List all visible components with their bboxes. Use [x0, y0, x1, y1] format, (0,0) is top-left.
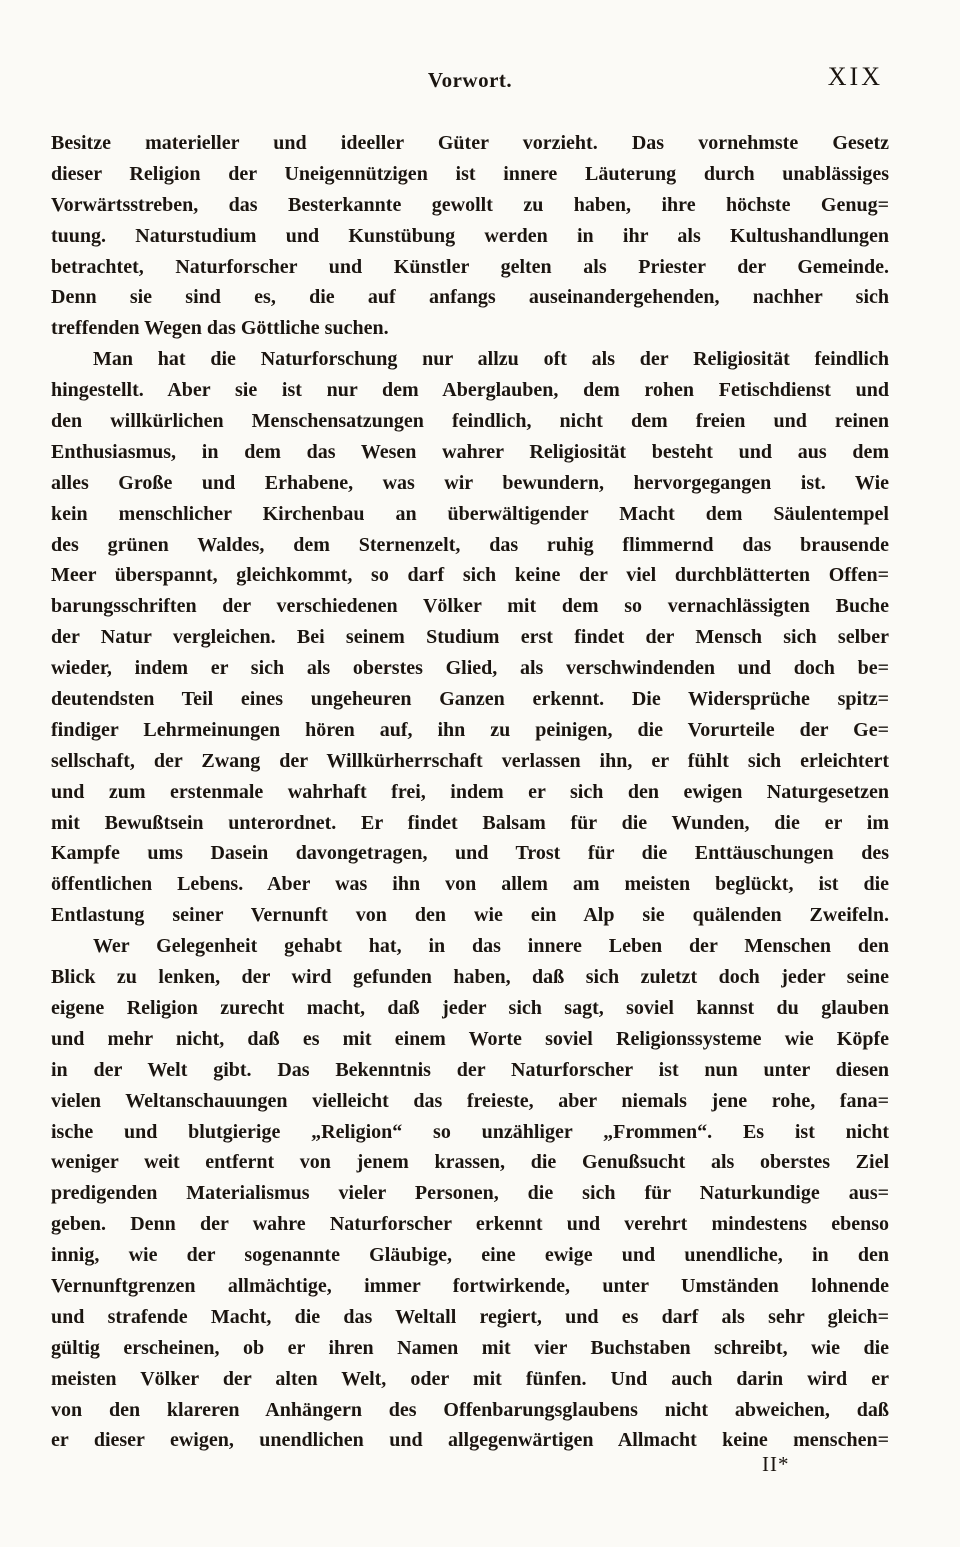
text-line: treffenden Wegen das Göttliche suchen.	[51, 317, 389, 340]
text-line: geben. Denn der wahre Naturforscher erkennt und verehrt mindestens ebenso	[51, 1213, 889, 1236]
text-line: sellschaft, der Zwang der Willkürherrschaft verlassen ihn, er fühlt sich erleichtert	[51, 749, 889, 772]
text-line: tuung. Naturstudium und Kunstübung werden in ihr als Kultushandlungen	[51, 224, 889, 247]
page-footer	[762, 1452, 790, 1477]
text-line: vielen Weltanschauungen vielleicht das freieste, aber niemals jene rohe, fana=	[51, 1089, 889, 1112]
text-line: predigenden Materialismus vieler Personen, die sich für Naturkundige aus=	[51, 1182, 889, 1205]
text-line: findiger Lehrmeinungen hören auf, ihn zu peinigen, die Vorurteile der Ge=	[51, 718, 889, 741]
text-line: Meer überspannt, gleichkommt, so darf sich keine der viel durchblätterten Offen=	[51, 564, 889, 587]
text-line: hingestellt. Aber sie ist nur dem Aberglauben, dem rohen Fetischdienst und	[51, 379, 889, 402]
text-line: barungsschriften der verschiedenen Völker mit dem so vernachlässigten Buche	[51, 595, 889, 618]
text-line: den willkürlichen Menschensatzungen feindlich, nicht dem freien und reinen	[51, 410, 889, 433]
text-line: des grünen Waldes, dem Sternenzelt, das ruhig flimmernd das brausende	[51, 533, 889, 556]
text-line: wieder, indem er sich als oberstes Glied, als verschwindenden und doch be=	[51, 657, 889, 680]
text-line: und zum erstenmale wahrhaft frei, indem er sich den ewigen Naturgesetzen	[51, 780, 889, 803]
text-line: innig, wie der sogenannte Gläubige, eine ewige und unendliche, in den	[51, 1244, 889, 1267]
text-line: Besitze materieller und ideeller Güter vorzieht. Das vornehmste Gesetz	[51, 132, 889, 154]
text-line: dieser Religion der Uneigennützigen ist innere Läuterung durch unablässiges	[51, 162, 889, 185]
page-body	[51, 128, 889, 1456]
page-header	[51, 62, 889, 96]
text-line: alles Große und Erhabene, was wir bewundern, hervorgegangen ist. Wie	[51, 471, 889, 494]
text-line: Man hat die Naturforschung nur allzu oft als der Religiosität feindlich	[93, 348, 889, 371]
text-line: Entlastung seiner Vernunft von den wie ein Alp sie quälenden Zweifeln.	[51, 904, 889, 927]
text-line: deutendsten Teil eines ungeheuren Ganzen erkennt. Die Widersprüche spitz=	[51, 688, 889, 711]
text-line: und mehr nicht, daß es mit einem Worte soviel Religionssysteme wie Köpfe	[51, 1027, 889, 1050]
text-line: eigene Religion zurecht macht, daß jeder sich sagt, soviel kannst du glauben	[51, 996, 889, 1019]
text-line: öffentlichen Lebens. Aber was ihn von allem am meisten beglückt, ist die	[51, 873, 889, 896]
text-line: der Natur vergleichen. Bei seinem Studium erst findet der Mensch sich selber	[51, 626, 889, 649]
text-line: und strafende Macht, die das Weltall regiert, und es darf als sehr gleich=	[51, 1305, 889, 1328]
text-line: Blick zu lenken, der wird gefunden haben, daß sich zuletzt doch jeder seine	[51, 966, 889, 989]
text-line: gültig erscheinen, ob er ihren Namen mit vier Buchstaben schreibt, wie die	[51, 1336, 889, 1359]
text-line: in der Welt gibt. Das Bekenntnis der Naturforscher ist nun unter diesen	[51, 1058, 889, 1081]
text-line: Kampfe ums Dasein davongetragen, und Trost für die Enttäuschungen des	[51, 842, 889, 865]
text-line: betrachtet, Naturforscher und Künstler gelten als Priester der Gemeinde.	[51, 255, 889, 278]
text-line: weniger weit entfernt von jenem krassen, die Genußsucht als oberstes Ziel	[51, 1151, 889, 1174]
text-line: von den klareren Anhängern des Offenbarungsglaubens nicht abweichen, daß	[51, 1398, 889, 1421]
text-line: ische und blutgierige „Religion“ so unzähliger „Frommen“. Es ist nicht	[51, 1120, 889, 1143]
running-title: Vorwort.	[427, 68, 513, 92]
text-line: Denn sie sind es, die auf anfangs auseinandergehenden, nachher sich	[51, 286, 889, 309]
text-line: Enthusiasmus, in dem das Wesen wahrer Religiosität besteht und aus dem	[51, 440, 889, 463]
text-line: er dieser ewigen, unendlichen und allgegenwärtigen Allmacht keine menschen=	[51, 1429, 889, 1452]
page-number: XIX	[827, 62, 883, 91]
text-line: Vorwärtsstreben, das Besterkannte gewollt zu haben, ihre höchste Genug=	[51, 193, 889, 216]
text-line: Vernunftgrenzen allmächtige, immer fortwirkende, unter Umständen lohnende	[51, 1274, 889, 1297]
signature-mark: II*	[762, 1452, 790, 1476]
text-line: kein menschlicher Kirchenbau an überwältigender Macht dem Säulentempel	[51, 502, 889, 525]
text-line: Wer Gelegenheit gehabt hat, in das innere Leben der Menschen den	[93, 935, 889, 958]
text-line: mit Bewußtsein unterordnet. Er findet Balsam für die Wunden, die er im	[51, 811, 889, 834]
text-line: meisten Völker der alten Welt, oder mit fünfen. Und auch darin wird er	[51, 1367, 889, 1390]
